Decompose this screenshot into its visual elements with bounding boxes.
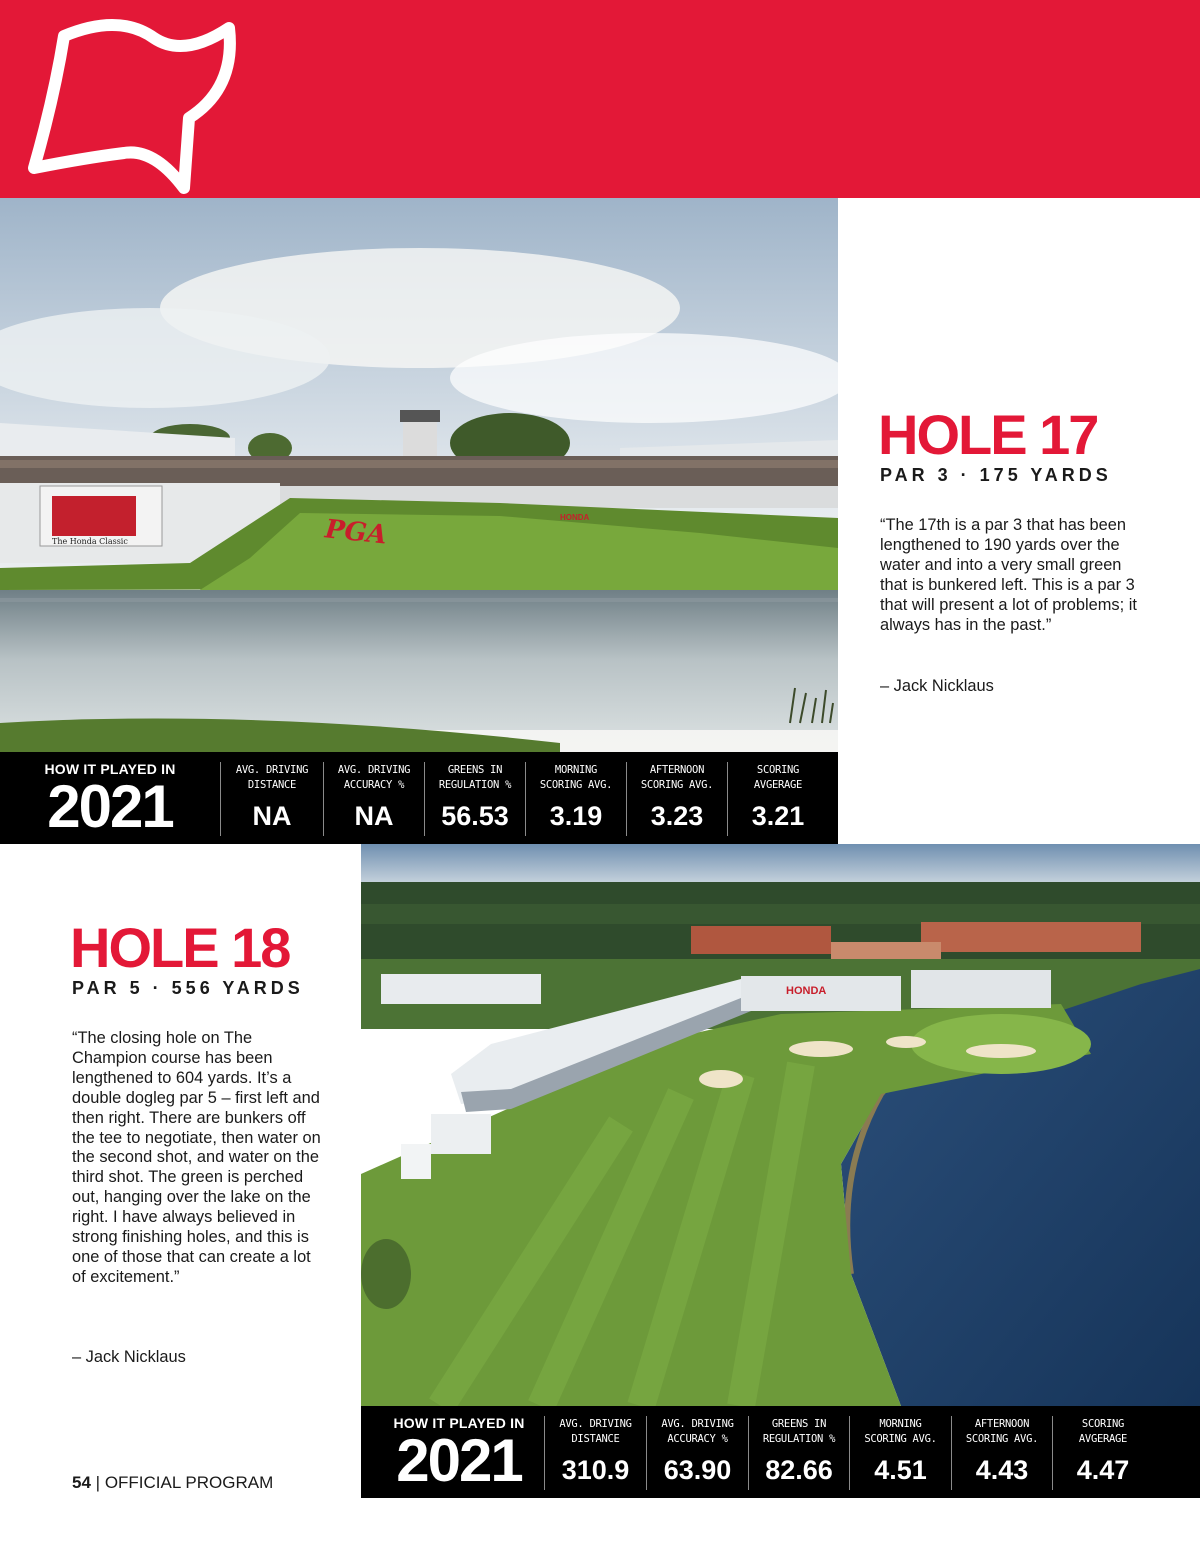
stat-value: 63.90	[663, 1455, 732, 1485]
stat-label: AFTERNOON SCORING AVG.	[965, 1418, 1039, 1445]
stat-value: 3.23	[650, 801, 704, 831]
stat-value: 310.9	[561, 1455, 630, 1485]
hole-17-stats-bar	[0, 752, 838, 844]
flag-icon	[24, 18, 244, 200]
page-number: 54	[72, 1473, 91, 1492]
stat-label: AFTERNOON SCORING AVG.	[640, 764, 714, 791]
hole-17-photo	[0, 198, 838, 752]
stat-value: 4.43	[975, 1455, 1029, 1485]
footer-separator: |	[95, 1473, 101, 1492]
honda-sign: HONDA	[560, 513, 590, 522]
how-it-played-label: HOW IT PLAYED IN	[393, 1415, 525, 1431]
stat-value: NA	[354, 801, 394, 831]
stats-year: 2021	[396, 1427, 522, 1494]
stat-label: SCORING AVGERAGE	[1078, 1418, 1128, 1445]
pga-hill-sign: PGA	[323, 514, 389, 551]
stat-afternoon-scoring-avg	[952, 1406, 1052, 1498]
top-banner	[0, 0, 1200, 198]
how-it-played	[361, 1406, 557, 1498]
stat-afternoon-scoring-avg	[627, 752, 727, 844]
stat-value: 3.19	[549, 801, 603, 831]
stats-year: 2021	[47, 773, 173, 840]
leaderboard-sign: The Honda Classic	[52, 537, 128, 546]
publication-name: OFFICIAL PROGRAM	[104, 1473, 274, 1492]
hole-17-quote: “The 17th is a par 3 that has been lengthened to 190 yards over the water and into a very small green that is bunkered left. This is a par 3 that will present a lot of problems; it always has in the past.”	[880, 516, 1137, 634]
stat-scoring-average	[1053, 1406, 1153, 1498]
stat-value: 82.66	[765, 1455, 833, 1485]
stat-value: 4.51	[874, 1455, 927, 1485]
hole-18-quote: “The closing hole on The Champion course has been lengthened to 604 yards. It’s a double dogleg par 5 – first left and then right. There are bunkers off the tee to negotiate, then water on the second shot, and water on the third shot. The green is perched out, hanging over the lake on the right. I have always believed in strong finishing holes, and this is one of those that can create a lot of excitement.”	[72, 1029, 321, 1286]
honda-grandstand-sign: HONDA	[786, 985, 827, 997]
stat-label: AVG. DRIVING ACCURACY %	[661, 1418, 734, 1445]
how-it-played	[0, 752, 220, 844]
hole-18-stats-bar	[361, 1406, 1200, 1498]
stat-label: AVG. DRIVING DISTANCE	[559, 1418, 632, 1445]
stat-value: 3.21	[751, 801, 805, 831]
stat-avg-driving-distance	[221, 752, 323, 844]
stat-morning-scoring-avg	[850, 1406, 951, 1498]
hole-17-title: HOLE 17	[878, 403, 1098, 466]
stat-value: NA	[252, 801, 292, 831]
stat-morning-scoring-avg	[526, 752, 626, 844]
stat-greens-in-regulation	[749, 1406, 849, 1498]
stat-value: 4.47	[1076, 1455, 1130, 1485]
hole-18-title: HOLE 18	[70, 916, 290, 979]
stat-value: 56.53	[441, 801, 509, 831]
page-footer	[72, 1473, 273, 1493]
stat-scoring-average	[728, 752, 828, 844]
stat-label: MORNING SCORING AVG.	[864, 1418, 937, 1445]
stat-avg-driving-distance	[545, 1406, 646, 1498]
stat-label: GREENS IN REGULATION %	[762, 1418, 836, 1445]
stat-label: GREENS IN REGULATION %	[438, 764, 512, 791]
stat-greens-in-regulation	[425, 752, 525, 844]
hole-18-photo	[361, 844, 1200, 1406]
stat-label: MORNING SCORING AVG.	[539, 764, 613, 791]
stat-label: AVG. DRIVING ACCURACY %	[337, 764, 411, 791]
how-it-played-label: HOW IT PLAYED IN	[44, 761, 176, 777]
stat-label: SCORING AVGERAGE	[753, 764, 803, 791]
stat-avg-driving-accuracy	[647, 1406, 748, 1498]
stat-avg-driving-accuracy	[324, 752, 424, 844]
hole-17-subtitle: PAR 3 · 175 YARDS	[880, 465, 1112, 485]
hole-18-subtitle: PAR 5 · 556 YARDS	[72, 978, 304, 998]
hole-17-attribution: – Jack Nicklaus	[880, 677, 994, 695]
stat-label: AVG. DRIVING DISTANCE	[235, 764, 309, 791]
hole-18-attribution: – Jack Nicklaus	[72, 1348, 186, 1366]
